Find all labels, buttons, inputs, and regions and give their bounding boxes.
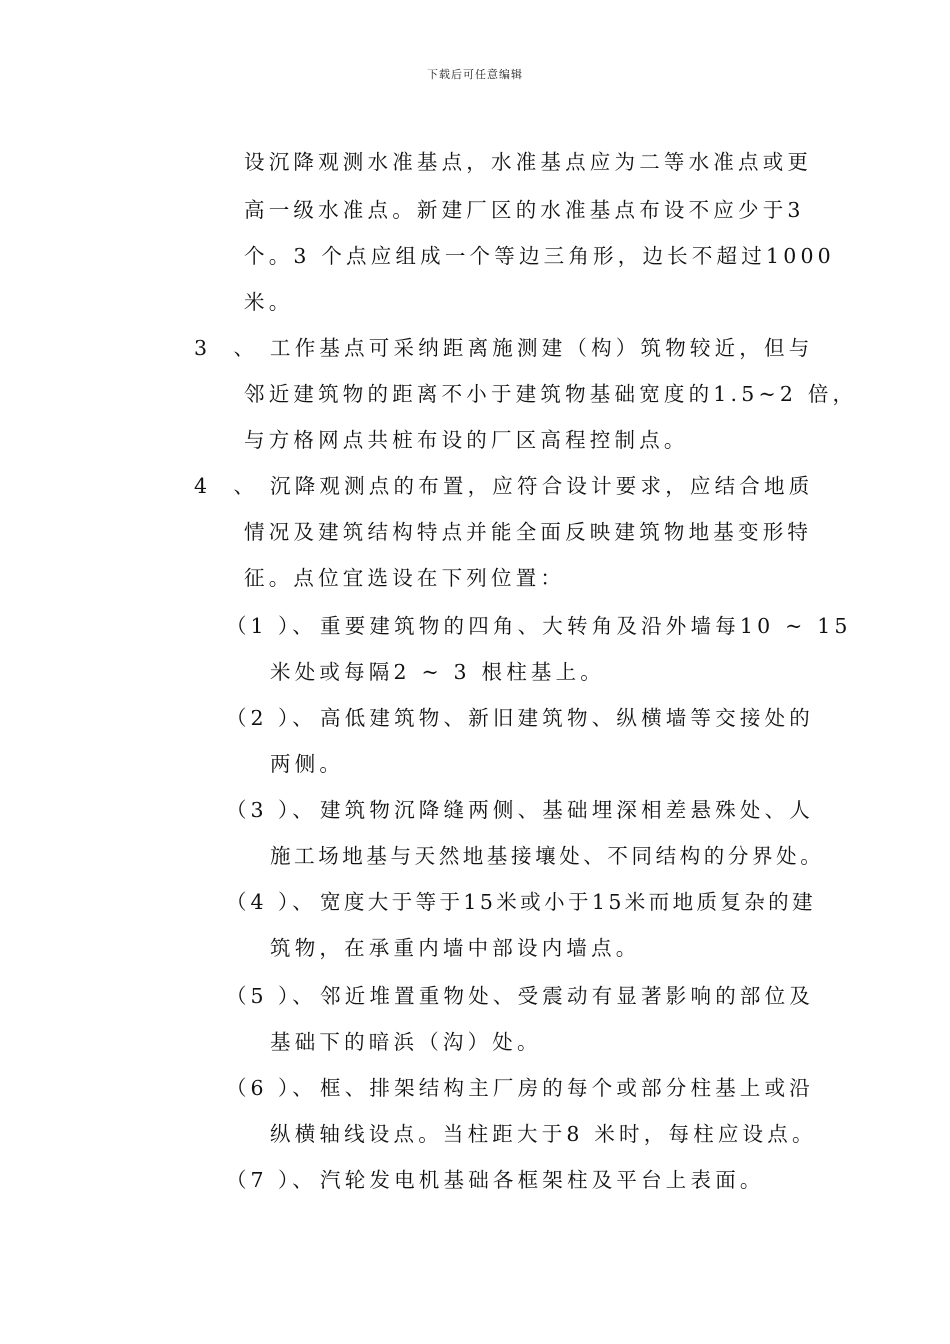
paragraph-line: 邻近建筑物的距离不小于建筑物基础宽度的1.5~2 倍， <box>244 382 858 406</box>
paragraph-line: 工作基点可采纳距离施测建（构）筑物较近，但与 <box>270 336 814 360</box>
paragraph-line: 情况及建筑结构特点并能全面反映建筑物地基变形特 <box>244 520 813 544</box>
sub-list-marker-1: （1 ）、 <box>226 614 317 638</box>
paragraph-line: 征。点位宜选设在下列位置： <box>244 566 566 590</box>
paragraph-line: 高低建筑物、新旧建筑物、纵横墙等交接处的 <box>320 706 814 730</box>
list-marker-4: 4 、 <box>194 474 265 498</box>
paragraph-line: 建筑物沉降缝两侧、基础埋深相差悬殊处、人 <box>320 798 814 822</box>
paragraph-line: 汽轮发电机基础各框架柱及平台上表面。 <box>320 1168 765 1192</box>
paragraph-line: 基础下的暗浜（沟）处。 <box>270 1030 542 1054</box>
paragraph-line: 邻近堆置重物处、受震动有显著影响的部位及 <box>320 984 814 1008</box>
paragraph-line: 筑物，在承重内墙中部设内墙点。 <box>270 936 641 960</box>
paragraph-line: 米处或每隔2 ~ 3 根柱基上。 <box>270 660 606 684</box>
paragraph-line: 米。 <box>244 290 294 314</box>
sub-list-marker-6: （6 ）、 <box>226 1076 317 1100</box>
list-marker-3: 3 、 <box>194 336 265 360</box>
paragraph-line: 沉降观测点的布置，应符合设计要求，应结合地质 <box>270 474 814 498</box>
paragraph-line: 两侧。 <box>270 752 345 776</box>
paragraph-line: 纵横轴线设点。当柱距大于8 米时，每柱应设点。 <box>270 1122 817 1146</box>
sub-list-marker-3: （3 ）、 <box>226 798 317 822</box>
paragraph-line: 框、排架结构主厂房的每个或部分柱基上或沿 <box>320 1076 814 1100</box>
paragraph-line: 个。3 个点应组成一个等边三角形，边长不超过1000 <box>244 244 835 268</box>
sub-list-marker-7: （7 ）、 <box>226 1168 317 1192</box>
sub-list-marker-5: （5 ）、 <box>226 984 317 1008</box>
sub-list-marker-4: （4 ）、 <box>226 890 317 914</box>
page-header: 下载后可任意编辑 <box>427 68 523 81</box>
paragraph-line: 宽度大于等于15米或小于15米而地质复杂的建 <box>320 890 816 914</box>
paragraph-line: 高一级水准点。新建厂区的水准基点布设不应少于3 <box>244 198 805 222</box>
paragraph-line: 施工场地基与天然地基接壤处、不同结构的分界处。 <box>270 844 825 868</box>
sub-list-marker-2: （2 ）、 <box>226 706 317 730</box>
paragraph-line: 设沉降观测水准基点，水准基点应为二等水准点或更 <box>244 150 813 174</box>
paragraph-line: 重要建筑物的四角、大转角及沿外墙每10 ~ 15 <box>320 614 852 638</box>
paragraph-line: 与方格网点共桩布设的厂区高程控制点。 <box>244 428 689 452</box>
